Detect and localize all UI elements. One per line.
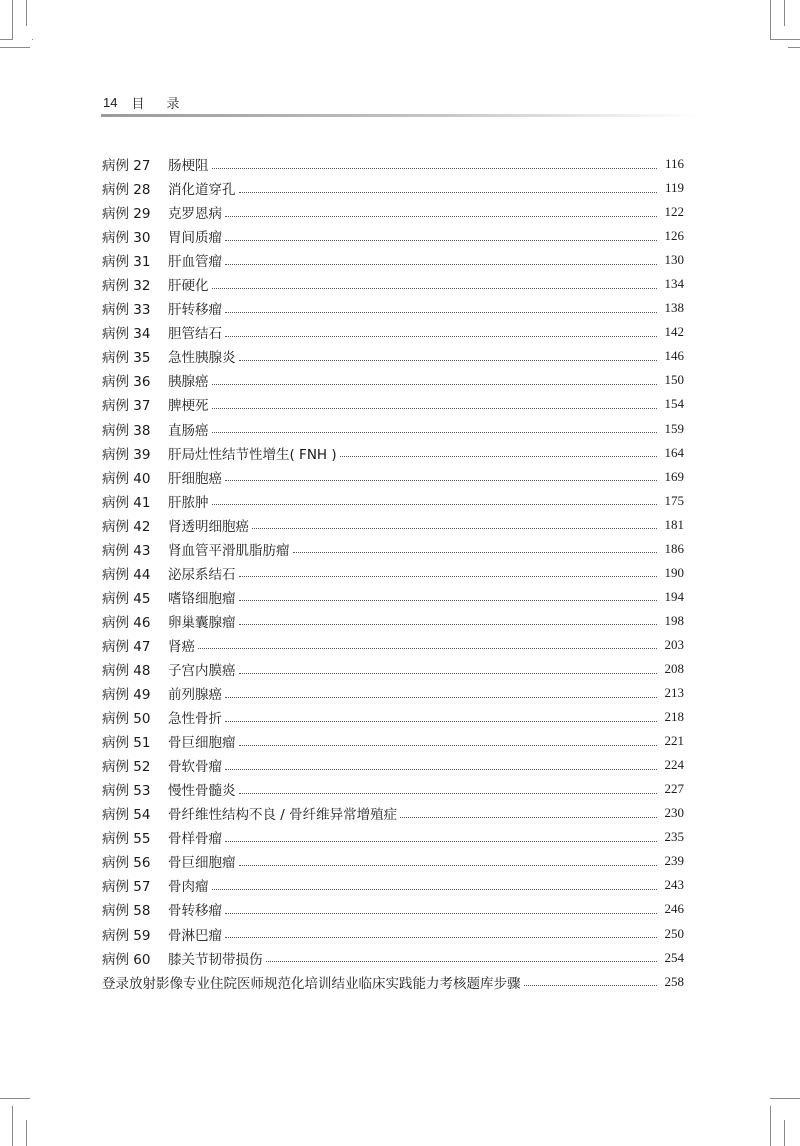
case-number: 病例 44 (102, 566, 151, 583)
case-number: 病例 43 (102, 542, 151, 559)
dot-leader (225, 216, 657, 217)
page-number: 14 (103, 94, 118, 110)
case-number: 病例 37 (102, 398, 151, 415)
toc-entry-label (102, 563, 236, 583)
toc-page-number: 239 (664, 853, 684, 869)
toc-entry[interactable] (102, 392, 684, 416)
case-number: 病例 56 (102, 855, 151, 872)
case-number: 病例 41 (102, 494, 151, 511)
case-title: 骨转移瘤 (168, 903, 222, 920)
toc-entry-label (102, 587, 236, 607)
case-title: 子宫内膜癌 (168, 663, 236, 679)
toc-entry-label (102, 851, 236, 871)
table-of-contents (102, 152, 684, 994)
case-number: 病例 54 (102, 807, 151, 824)
toc-entry-label (102, 948, 263, 968)
toc-page-number: 250 (664, 925, 684, 941)
case-number: 病例 33 (102, 302, 151, 319)
dot-leader (293, 552, 658, 553)
dot-leader (239, 360, 658, 361)
case-number: 病例 39 (102, 446, 151, 463)
toc-entry-label (102, 394, 209, 414)
toc-page-number: 243 (664, 877, 684, 893)
dot-leader (266, 961, 658, 962)
case-title: 胃间质瘤 (168, 230, 222, 247)
toc-entry[interactable] (102, 200, 684, 224)
crop-mark (0, 1098, 30, 1099)
toc-entry-label (102, 515, 249, 535)
dot-leader (225, 769, 657, 770)
toc-entry-label (102, 322, 222, 342)
crop-mark (770, 1098, 800, 1099)
case-title: 克罗恩病 (168, 206, 222, 223)
toc-entry-label (102, 611, 236, 631)
dot-leader (340, 456, 657, 457)
case-number: 病例 50 (102, 711, 151, 728)
case-title: 脾梗死 (168, 398, 209, 415)
case-title: 急性骨折 (168, 711, 222, 728)
toc-entry[interactable] (102, 801, 684, 825)
case-number: 病例 48 (102, 663, 151, 679)
case-title: 肝细胞癌 (168, 470, 222, 487)
dot-leader (212, 288, 658, 289)
dot-leader (239, 793, 658, 794)
case-number: 病例 29 (102, 206, 151, 223)
toc-entry-label (102, 635, 195, 655)
case-number: 病例 38 (102, 422, 151, 439)
toc-page-number: 116 (664, 156, 684, 172)
crop-mark (26, 0, 27, 26)
case-number: 病例 46 (102, 614, 151, 631)
toc-page-number: 130 (664, 252, 684, 268)
toc-entry[interactable] (102, 537, 684, 561)
case-number: 病例 28 (102, 182, 151, 199)
toc-entry-label (102, 659, 236, 679)
toc-entry-label (102, 731, 236, 751)
dot-leader (524, 985, 658, 986)
toc-entry[interactable] (102, 513, 684, 537)
crop-mark (770, 1106, 771, 1146)
toc-entry[interactable] (102, 657, 684, 681)
case-number: 病例 49 (102, 687, 151, 704)
toc-entry-label (102, 539, 290, 559)
case-title: 前列腺癌 (168, 687, 222, 704)
toc-entry[interactable] (102, 224, 684, 248)
dot-leader (239, 192, 658, 193)
crop-mark (12, 1106, 13, 1146)
toc-entry[interactable] (102, 897, 684, 921)
toc-page-number: 194 (664, 588, 684, 604)
case-number: 病例 57 (102, 879, 151, 896)
toc-page-number: 230 (664, 805, 684, 821)
case-title: 肝脓肿 (168, 494, 209, 511)
case-title: 骨淋巴瘤 (168, 927, 222, 944)
toc-page-number: 208 (664, 661, 684, 676)
crop-mark (32, 39, 33, 40)
case-title: 肾血管平滑肌脂肪瘤 (168, 542, 290, 559)
toc-entry-label (102, 202, 222, 222)
toc-page-number: 235 (664, 829, 684, 845)
case-number: 病例 36 (102, 374, 151, 391)
toc-page-number: 218 (664, 709, 684, 725)
toc-entry-label (102, 827, 222, 847)
toc-entry-label (102, 491, 209, 511)
case-number: 病例 58 (102, 903, 151, 920)
toc-entry[interactable] (102, 561, 684, 585)
header-rule (101, 114, 701, 117)
toc-page-number: 159 (664, 420, 684, 436)
dot-leader (239, 624, 658, 625)
crop-mark (770, 39, 800, 40)
dot-leader (239, 673, 658, 674)
toc-page-number: 254 (664, 949, 684, 965)
toc-entry[interactable] (102, 825, 684, 849)
dot-leader (212, 384, 658, 385)
case-number: 病例 47 (102, 638, 151, 655)
dot-leader (212, 889, 658, 890)
header-title-char: 录 (166, 96, 180, 112)
toc-page-number: 164 (664, 444, 684, 460)
toc-entry-label (102, 707, 222, 727)
toc-entry[interactable] (102, 296, 684, 320)
case-title: 胆管结石 (168, 326, 222, 343)
toc-page-number: 203 (664, 636, 684, 652)
dot-leader (225, 913, 657, 914)
crop-mark (26, 1120, 27, 1146)
toc-entry-label (102, 972, 521, 992)
toc-page-number: 190 (664, 564, 684, 580)
toc-entry-label (102, 467, 222, 487)
toc-entry-label (102, 274, 209, 294)
case-title: 膝关节韧带损伤 (168, 951, 263, 968)
case-title: 消化道穿孔 (168, 182, 236, 199)
dot-leader (239, 576, 658, 577)
toc-page-number: 126 (664, 228, 684, 244)
toc-entry-label (102, 803, 397, 823)
toc-entry[interactable] (102, 272, 684, 296)
toc-entry-label (102, 683, 222, 703)
dot-leader (225, 240, 657, 241)
toc-entry-label (102, 779, 236, 799)
case-number: 病例 60 (102, 951, 151, 968)
case-title: 骨肉瘤 (168, 879, 209, 896)
toc-entry-label (102, 298, 222, 318)
toc-page-number: 198 (664, 612, 684, 628)
toc-page-number: 227 (664, 781, 684, 797)
case-title: 泌尿系结石 (168, 566, 236, 583)
dot-leader (198, 648, 657, 649)
toc-entry-label (102, 178, 236, 198)
toc-entry[interactable] (102, 681, 684, 705)
toc-page-number: 175 (664, 492, 684, 508)
dot-leader (239, 745, 658, 746)
toc-entry[interactable] (102, 368, 684, 392)
case-title: 慢性骨髓炎 (168, 783, 236, 800)
case-number: 病例 35 (102, 350, 151, 367)
case-title: 骨样骨瘤 (168, 831, 222, 848)
case-number: 病例 30 (102, 230, 151, 247)
case-number: 病例 59 (102, 927, 151, 944)
case-number: 病例 52 (102, 759, 151, 776)
crop-mark (0, 39, 12, 40)
toc-entry[interactable] (102, 922, 684, 946)
toc-entry[interactable] (102, 970, 684, 994)
case-title: 肠梗阻 (168, 158, 209, 175)
toc-entry-label (102, 924, 222, 944)
toc-entry[interactable] (102, 152, 684, 176)
toc-page-number: 122 (664, 204, 684, 220)
toc-entry-label (102, 419, 209, 439)
crop-mark (770, 0, 771, 40)
case-number: 病例 53 (102, 783, 151, 800)
toc-entry[interactable] (102, 320, 684, 344)
case-title: 肝血管瘤 (168, 254, 222, 271)
crop-mark (0, 47, 30, 48)
case-title: 嗜铬细胞瘤 (168, 590, 236, 607)
toc-entry[interactable] (102, 873, 684, 897)
case-number: 病例 45 (102, 590, 151, 607)
toc-page-number: 181 (664, 516, 684, 532)
case-number: 病例 32 (102, 278, 151, 295)
dot-leader (239, 600, 658, 601)
toc-page-number: 224 (664, 757, 684, 773)
dot-leader (225, 937, 657, 938)
crop-mark (784, 0, 785, 26)
case-number: 病例 27 (102, 158, 151, 175)
toc-entry[interactable] (102, 609, 684, 633)
case-title: 骨软骨瘤 (168, 759, 222, 776)
dot-leader (252, 528, 657, 529)
case-title: 肾癌 (168, 638, 195, 655)
case-title: 肾透明细胞癌 (168, 518, 249, 535)
toc-page-number: 213 (664, 685, 684, 701)
toc-page-number: 186 (664, 540, 684, 556)
toc-entry-label (102, 875, 209, 895)
dot-leader (212, 504, 658, 505)
toc-entry[interactable] (102, 705, 684, 729)
case-title: 骨巨细胞瘤 (168, 855, 236, 872)
case-number: 病例 51 (102, 735, 151, 752)
case-title: 肝硬化 (168, 278, 209, 295)
toc-page-number: 146 (664, 348, 684, 364)
toc-entry[interactable] (102, 344, 684, 368)
case-title: 肝局灶性结节性增生( FNH ) (168, 446, 337, 463)
dot-leader (212, 168, 658, 169)
case-number: 病例 55 (102, 831, 151, 848)
case-number: 病例 42 (102, 518, 151, 535)
case-number: 病例 34 (102, 326, 151, 343)
toc-entry[interactable] (102, 465, 684, 489)
toc-entry-label (102, 226, 222, 246)
toc-entry[interactable] (102, 729, 684, 753)
case-number: 病例 31 (102, 254, 151, 271)
toc-page-number: 150 (664, 372, 684, 388)
case-title: 急性胰腺炎 (168, 350, 236, 367)
dot-leader (212, 408, 658, 409)
crop-mark (12, 0, 13, 40)
dot-leader (225, 336, 657, 337)
crop-mark (784, 1120, 785, 1146)
case-title: 卵巢囊腺瘤 (168, 614, 236, 631)
dot-leader (212, 432, 658, 433)
case-title: 骨巨细胞瘤 (168, 735, 236, 752)
toc-entry-label (102, 346, 236, 366)
running-header (103, 92, 180, 112)
toc-entry-label (102, 899, 222, 919)
toc-entry-label (102, 250, 222, 270)
toc-entry[interactable] (102, 441, 684, 465)
dot-leader (225, 312, 657, 313)
header-title-char: 目 (131, 96, 145, 112)
case-title: 骨纤维性结构不良 / 骨纤维异常增殖症 (168, 807, 398, 824)
toc-entry[interactable] (102, 176, 684, 200)
dot-leader (225, 721, 657, 722)
toc-page-number: 258 (664, 973, 684, 989)
toc-page-number: 221 (664, 733, 684, 749)
toc-entry[interactable] (102, 633, 684, 657)
case-title: 肝转移瘤 (168, 302, 222, 319)
toc-entry-label (102, 443, 337, 463)
toc-entry[interactable] (102, 248, 684, 272)
dot-leader (225, 697, 657, 698)
case-title: 胰腺癌 (168, 374, 209, 391)
case-title: 直肠癌 (168, 422, 209, 439)
toc-page-number: 246 (664, 901, 684, 917)
toc-entry[interactable] (102, 753, 684, 777)
toc-entry[interactable] (102, 489, 684, 513)
toc-entry[interactable] (102, 585, 684, 609)
toc-page-number: 169 (664, 468, 684, 484)
toc-entry[interactable] (102, 849, 684, 873)
toc-entry-label (102, 154, 209, 174)
toc-entry-label (102, 755, 222, 775)
case-title: 登录放射影像专业住院医师规范化培训结业临床实践能力考核题库步骤 (102, 975, 521, 992)
toc-page-number: 134 (664, 276, 684, 292)
toc-entry[interactable] (102, 946, 684, 970)
dot-leader (400, 817, 657, 818)
dot-leader (225, 264, 657, 265)
toc-entry-label (102, 370, 209, 390)
toc-page-number: 142 (664, 324, 684, 340)
toc-entry[interactable] (102, 777, 684, 801)
dot-leader (225, 480, 657, 481)
toc-page-number: 119 (664, 180, 684, 196)
case-number: 病例 40 (102, 470, 151, 487)
toc-page-number: 138 (664, 300, 684, 316)
crop-mark (788, 47, 800, 48)
toc-page-number: 154 (664, 396, 684, 412)
dot-leader (225, 841, 657, 842)
dot-leader (239, 865, 658, 866)
toc-entry[interactable] (102, 417, 684, 441)
